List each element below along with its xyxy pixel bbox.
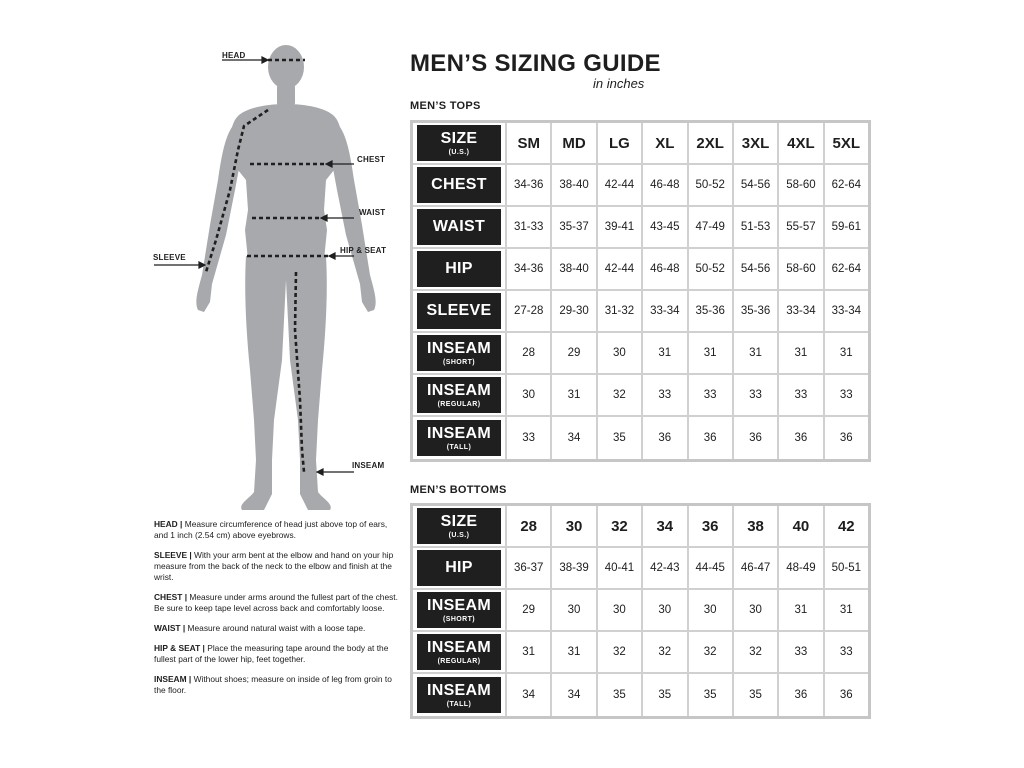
- table-cell: 33: [823, 375, 868, 415]
- description-item: [154, 550, 399, 583]
- table-cell: 50-52: [687, 165, 732, 205]
- row-header: [413, 123, 505, 163]
- table-row: [413, 417, 868, 459]
- row-header: [413, 165, 505, 205]
- table-cell: 32: [596, 632, 641, 672]
- table-cell: 33: [823, 632, 868, 672]
- description-label: CHEST |: [154, 592, 188, 602]
- table-header-row: [413, 506, 868, 548]
- table-cell: 58-60: [777, 165, 822, 205]
- table-row: [413, 291, 868, 333]
- row-label-pill: [417, 634, 501, 670]
- row-label-pill: [417, 335, 501, 371]
- table-cell: 31-32: [596, 291, 641, 331]
- table-cell: 31: [777, 590, 822, 630]
- human-silhouette-icon: [150, 40, 400, 520]
- table-cell: 31: [777, 333, 822, 373]
- description-item: [154, 519, 399, 541]
- size-label-pill: [417, 125, 501, 161]
- row-sublabel: (SHORT): [443, 615, 475, 623]
- size-header-cell: 32: [596, 506, 641, 546]
- row-header: [413, 632, 505, 672]
- tops-size-table: [410, 120, 871, 462]
- row-label: INSEAM: [426, 424, 492, 442]
- table-cell: 40-41: [596, 548, 641, 588]
- table-cell: 36: [823, 417, 868, 459]
- table-cell: 35: [641, 674, 686, 716]
- row-label: SLEEVE: [426, 302, 492, 319]
- hip-seat-callout-label: HIP & SEAT: [340, 246, 387, 255]
- table-cell: 30: [505, 375, 550, 415]
- table-cell: 34: [550, 674, 595, 716]
- size-header-cell: 42: [823, 506, 868, 546]
- table-row: [413, 632, 868, 674]
- size-header-cell: LG: [596, 123, 641, 163]
- table-cell: 31: [732, 333, 777, 373]
- row-sublabel: (REGULAR): [437, 657, 481, 665]
- table-cell: 46-48: [641, 165, 686, 205]
- table-cell: 59-61: [823, 207, 868, 247]
- table-cell: 36: [641, 417, 686, 459]
- size-header-cell: MD: [550, 123, 595, 163]
- table-cell: 32: [641, 632, 686, 672]
- size-header-cell: 5XL: [823, 123, 868, 163]
- table-cell: 44-45: [687, 548, 732, 588]
- description-item: [154, 674, 399, 696]
- table-cell: 54-56: [732, 249, 777, 289]
- size-header-cell: SM: [505, 123, 550, 163]
- table-cell: 47-49: [687, 207, 732, 247]
- table-cell: 33-34: [823, 291, 868, 331]
- row-label: SIZE: [440, 512, 478, 530]
- measurement-descriptions: [154, 519, 399, 705]
- table-cell: 38-39: [550, 548, 595, 588]
- description-label: INSEAM |: [154, 674, 192, 684]
- tops-section-title: MEN’S TOPS: [410, 100, 481, 112]
- table-cell: 38-40: [550, 165, 595, 205]
- size-header-cell: 34: [641, 506, 686, 546]
- table-cell: 31: [823, 590, 868, 630]
- table-cell: 33: [641, 375, 686, 415]
- row-label: INSEAM: [426, 596, 492, 614]
- table-row: [413, 207, 868, 249]
- row-header: [413, 590, 505, 630]
- row-label: CHEST: [431, 176, 487, 193]
- description-item: [154, 643, 399, 665]
- table-cell: 55-57: [777, 207, 822, 247]
- description-item: [154, 592, 399, 614]
- table-cell: 36: [687, 417, 732, 459]
- table-cell: 35: [596, 417, 641, 459]
- table-row: [413, 548, 868, 590]
- row-header: [413, 417, 505, 459]
- table-cell: 42-43: [641, 548, 686, 588]
- description-item: [154, 623, 399, 634]
- row-sublabel: (U.S.): [448, 531, 470, 539]
- table-cell: 30: [596, 590, 641, 630]
- size-header-cell: 36: [687, 506, 732, 546]
- table-cell: 32: [732, 632, 777, 672]
- table-cell: 35-36: [732, 291, 777, 331]
- size-header-cell: 2XL: [687, 123, 732, 163]
- description-text: Without shoes; measure on inside of leg from groin to the floor.: [154, 674, 392, 695]
- table-cell: 36: [777, 417, 822, 459]
- row-label-pill: [417, 209, 501, 245]
- sleeve-callout-label: SLEEVE: [153, 253, 186, 262]
- size-header-cell: 3XL: [732, 123, 777, 163]
- inseam-callout-label: INSEAM: [352, 461, 385, 470]
- table-cell: 39-41: [596, 207, 641, 247]
- row-label-pill: [417, 167, 501, 203]
- table-cell: 29-30: [550, 291, 595, 331]
- description-text: Measure under arms around the fullest part of the chest. Be sure to keep tape level across back and comfortably loose.: [154, 592, 398, 613]
- description-label: HIP & SEAT |: [154, 643, 205, 653]
- table-cell: 35-36: [687, 291, 732, 331]
- row-header: [413, 506, 505, 546]
- table-cell: 31: [550, 632, 595, 672]
- size-header-cell: 30: [550, 506, 595, 546]
- table-cell: 42-44: [596, 165, 641, 205]
- table-cell: 36: [777, 674, 822, 716]
- table-cell: 42-44: [596, 249, 641, 289]
- table-cell: 35-37: [550, 207, 595, 247]
- table-cell: 33: [777, 375, 822, 415]
- row-label-pill: [417, 293, 501, 329]
- table-cell: 34: [550, 417, 595, 459]
- row-sublabel: (TALL): [446, 443, 472, 451]
- table-cell: 58-60: [777, 249, 822, 289]
- description-text: Measure around natural waist with a loose tape.: [185, 623, 366, 633]
- table-cell: 36: [823, 674, 868, 716]
- table-cell: 62-64: [823, 249, 868, 289]
- table-cell: 34-36: [505, 165, 550, 205]
- waist-callout-label: WAIST: [359, 208, 386, 217]
- row-header: [413, 249, 505, 289]
- table-cell: 30: [687, 590, 732, 630]
- table-cell: 29: [505, 590, 550, 630]
- table-cell: 48-49: [777, 548, 822, 588]
- page-subtitle: in inches: [593, 76, 645, 91]
- table-cell: 33: [732, 375, 777, 415]
- table-cell: 35: [596, 674, 641, 716]
- table-cell: 46-47: [732, 548, 777, 588]
- description-text: Measure circumference of head just above top of ears, and 1 inch (2.54 cm) above eyebrows.: [154, 519, 388, 540]
- row-sublabel: (TALL): [446, 700, 472, 708]
- row-header: [413, 375, 505, 415]
- table-cell: 32: [687, 632, 732, 672]
- size-label-pill: [417, 508, 501, 544]
- table-cell: 27-28: [505, 291, 550, 331]
- bottoms-size-table: [410, 503, 871, 719]
- row-label-pill: [417, 420, 501, 456]
- row-header: [413, 548, 505, 588]
- table-cell: 31: [641, 333, 686, 373]
- table-cell: 30: [596, 333, 641, 373]
- table-cell: 31-33: [505, 207, 550, 247]
- size-header-cell: 40: [777, 506, 822, 546]
- page-title: MEN’S SIZING GUIDE: [410, 50, 661, 77]
- row-sublabel: (U.S.): [448, 148, 470, 156]
- row-label: INSEAM: [426, 381, 492, 399]
- table-row: [413, 249, 868, 291]
- description-text: Place the measuring tape around the body at the fullest part of the lower hip, feet together.: [154, 643, 389, 664]
- table-cell: 29: [550, 333, 595, 373]
- table-cell: 36: [732, 417, 777, 459]
- row-label: HIP: [445, 559, 473, 576]
- row-label-pill: [417, 251, 501, 287]
- row-label: INSEAM: [426, 638, 492, 656]
- table-row: [413, 165, 868, 207]
- table-cell: 31: [823, 333, 868, 373]
- row-sublabel: (REGULAR): [437, 400, 481, 408]
- size-header-cell: 38: [732, 506, 777, 546]
- size-header-cell: XL: [641, 123, 686, 163]
- table-cell: 31: [550, 375, 595, 415]
- row-label: INSEAM: [426, 339, 492, 357]
- table-row: [413, 590, 868, 632]
- table-cell: 30: [732, 590, 777, 630]
- size-header-cell: 4XL: [777, 123, 822, 163]
- description-label: HEAD |: [154, 519, 183, 529]
- body-measurement-figure: [150, 40, 400, 520]
- table-row: [413, 375, 868, 417]
- table-header-row: [413, 123, 868, 165]
- description-text: With your arm bent at the elbow and hand on your hip measure from the back of the neck to the elbow and finish at the wrist.: [154, 550, 394, 582]
- row-header: [413, 207, 505, 247]
- table-cell: 54-56: [732, 165, 777, 205]
- table-cell: 34-36: [505, 249, 550, 289]
- table-row: [413, 333, 868, 375]
- table-cell: 43-45: [641, 207, 686, 247]
- table-cell: 38-40: [550, 249, 595, 289]
- head-callout-label: HEAD: [222, 51, 246, 60]
- table-cell: 33: [777, 632, 822, 672]
- row-label-pill: [417, 592, 501, 628]
- table-cell: 33-34: [641, 291, 686, 331]
- table-cell: 51-53: [732, 207, 777, 247]
- table-cell: 34: [505, 674, 550, 716]
- table-cell: 30: [550, 590, 595, 630]
- table-cell: 33: [687, 375, 732, 415]
- table-row: [413, 674, 868, 716]
- table-cell: 50-51: [823, 548, 868, 588]
- table-cell: 30: [641, 590, 686, 630]
- table-cell: 31: [687, 333, 732, 373]
- row-label-pill: [417, 377, 501, 413]
- table-cell: 62-64: [823, 165, 868, 205]
- table-cell: 36-37: [505, 548, 550, 588]
- row-label-pill: [417, 550, 501, 586]
- row-label: WAIST: [432, 218, 486, 235]
- table-cell: 33: [505, 417, 550, 459]
- row-header: [413, 333, 505, 373]
- row-label: SIZE: [440, 129, 478, 147]
- table-cell: 28: [505, 333, 550, 373]
- table-cell: 46-48: [641, 249, 686, 289]
- table-cell: 50-52: [687, 249, 732, 289]
- description-label: SLEEVE |: [154, 550, 192, 560]
- description-label: WAIST |: [154, 623, 186, 633]
- table-cell: 32: [596, 375, 641, 415]
- table-cell: 35: [687, 674, 732, 716]
- table-cell: 33-34: [777, 291, 822, 331]
- row-header: [413, 291, 505, 331]
- chest-callout-label: CHEST: [357, 155, 386, 164]
- size-header-cell: 28: [505, 506, 550, 546]
- row-label: HIP: [445, 260, 473, 277]
- table-cell: 35: [732, 674, 777, 716]
- row-label-pill: [417, 677, 501, 713]
- row-label: INSEAM: [426, 681, 492, 699]
- row-sublabel: (SHORT): [443, 358, 475, 366]
- bottoms-section-title: MEN’S BOTTOMS: [410, 484, 507, 496]
- row-header: [413, 674, 505, 716]
- table-cell: 31: [505, 632, 550, 672]
